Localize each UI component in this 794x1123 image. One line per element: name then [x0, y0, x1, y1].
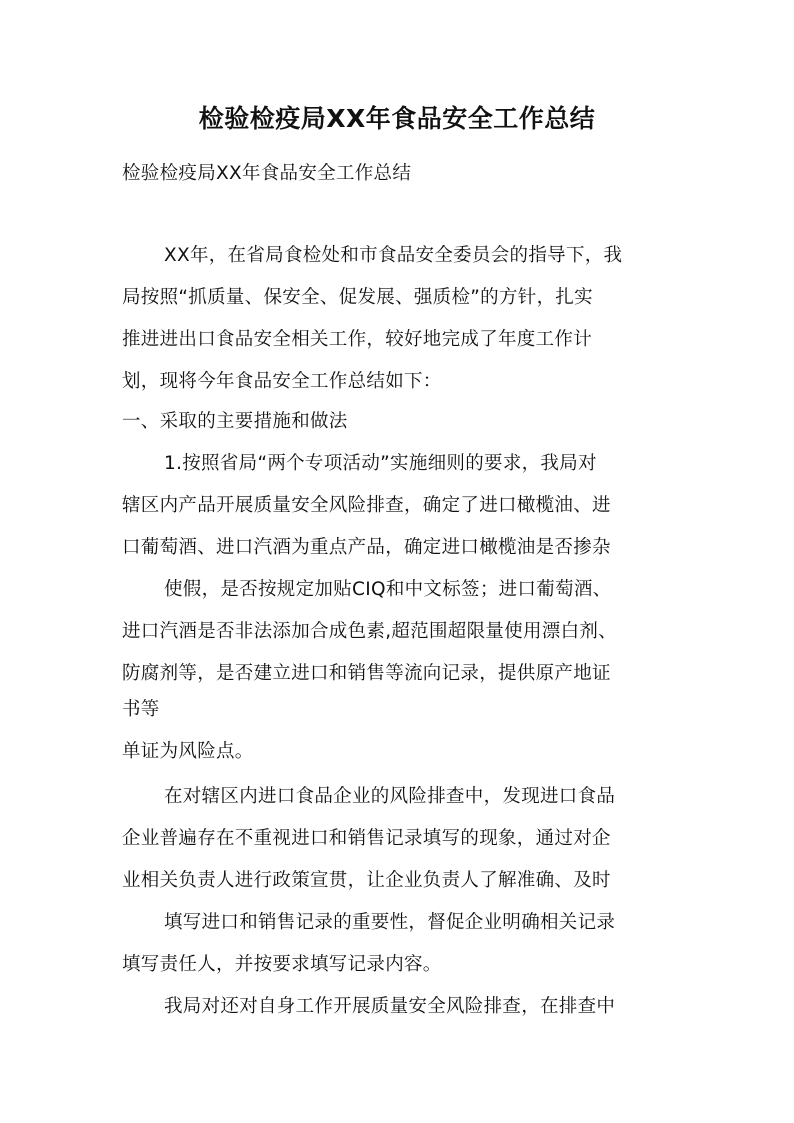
- paragraph-line: 口葡萄酒、进口汽酒为重点产品，确定进口橄榄油是否掺杂: [122, 537, 611, 558]
- paragraph-line: 进口汽酒是否非法添加合成色素,超范围超限量使用漂白剂、: [122, 621, 617, 642]
- paragraph-line: 使假，是否按规定加贴CIQ和中文标签；进口葡萄酒、: [164, 579, 612, 600]
- paragraph-line: XX年，在省局食检处和市食品安全委员会的指导下，我: [164, 245, 623, 266]
- document-title: 检验检疫局XX年食品安全工作总结: [198, 104, 596, 133]
- paragraph-line: 在对辖区内进口食品企业的风险排查中，发现进口食品: [164, 786, 616, 807]
- paragraph-line: 防腐剂等，是否建立进口和销售等流向记录，提供原产地证: [122, 663, 611, 684]
- paragraph-line: 辖区内产品开展质量安全风险排查，确定了进口橄榄油、进: [122, 495, 611, 516]
- paragraph-line: 单证为风险点。: [122, 741, 254, 762]
- subtitle-line: 检验检疫局XX年食品安全工作总结: [122, 163, 412, 184]
- section-heading: 一、采取的主要措施和做法: [122, 411, 348, 432]
- paragraph-line: 填写责任人，并按要求填写记录内容。: [122, 954, 442, 975]
- paragraph-line: 推进进出口食品安全相关工作，较好地完成了年度工作计: [122, 329, 593, 350]
- paragraph-line: 书等: [122, 699, 160, 720]
- paragraph-line: 划，现将今年食品安全工作总结如下：: [122, 371, 442, 392]
- paragraph-line: 企业普遍存在不重视进口和销售记录填写的现象，通过对企: [122, 828, 611, 849]
- paragraph-line: 业相关负责人进行政策宣贯，让企业负责人了解准确、及时: [122, 870, 611, 891]
- paragraph-line: 我局对还对自身工作开展质量安全风险排查，在排查中: [164, 996, 616, 1017]
- paragraph-line: 局按照“抓质量、保安全、促发展、强质检”的方针，扎实: [122, 287, 593, 308]
- paragraph-line: 填写进口和销售记录的重要性，督促企业明确相关记录: [164, 912, 616, 933]
- paragraph-line: 1.按照省局“两个专项活动”实施细则的要求，我局对: [164, 453, 597, 474]
